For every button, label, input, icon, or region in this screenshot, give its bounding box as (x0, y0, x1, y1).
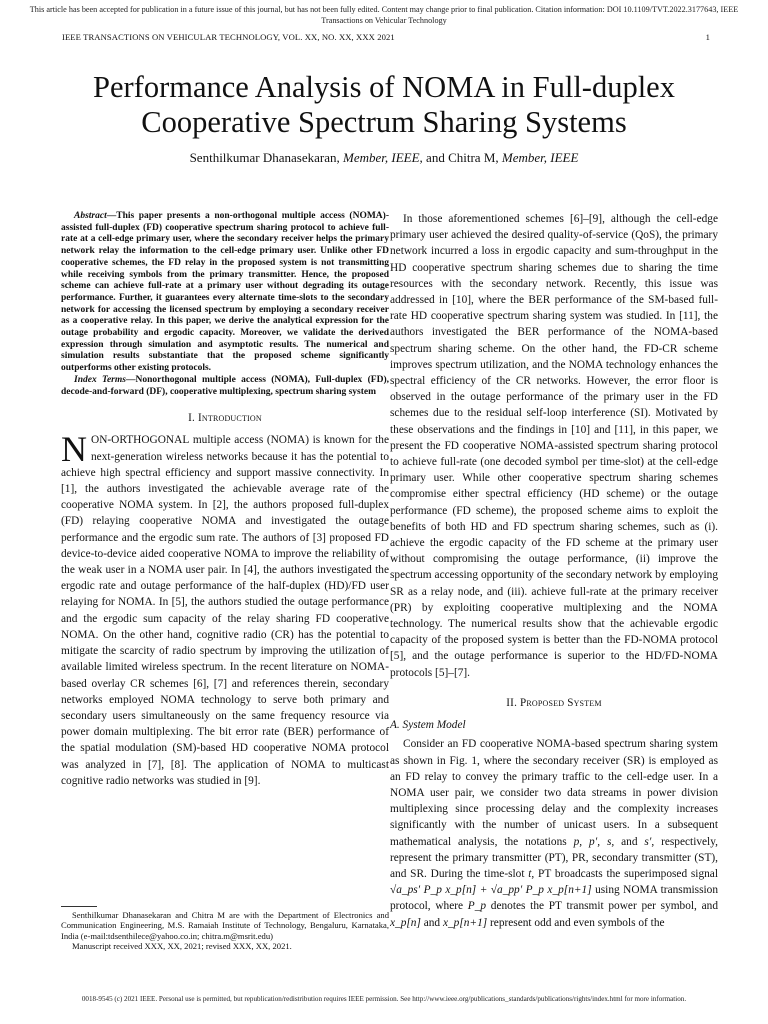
notation-xp-n1: x_p[n+1] (442, 916, 488, 929)
index-terms-label: Index Terms (74, 374, 126, 385)
intro-lead-word: ON-ORTHOGONAL (91, 434, 190, 447)
notation-xp-n: x_p[n] (390, 916, 421, 929)
system-model-text-e: , respectively, represent the primary transmitter (PT), PR, secondary transmitter (ST), and SR. During the time-slot (390, 835, 718, 880)
section-heading-introduction: I. Introduction (188, 412, 262, 425)
notation-t: t (528, 867, 532, 880)
author-1: Senthilkumar Dhanasekaran, (189, 150, 340, 165)
system-model-text-g: , PT broadcasts the superimposed signal (531, 867, 718, 880)
abstract-label: Abstract (74, 211, 107, 221)
system-model-text-a: Consider an FD cooperative NOMA-based spectrum sharing system as shown in Fig. 1, where the secondary receiver (SR) is employed as an FD relay to convey the primary traffic to the cell-edge user. In a NOMA user pair, we consider two data streams in power division multiplexing since processing delay and the complexity increases significantly with the number of unicast users. In a subsequent mathematical analysis, the notations (390, 738, 718, 848)
paper-title: Performance Analysis of NOMA in Full-duplex Cooperative Spectrum Sharing Systems (93, 70, 675, 139)
footnote-rule (61, 906, 97, 907)
section-heading-proposed-system: II. Proposed System (506, 696, 602, 709)
footnotes (61, 910, 389, 951)
system-model-paragraph (390, 736, 718, 930)
running-header (62, 32, 710, 42)
system-model-text-i: using NOMA transmission protocol, where (390, 884, 718, 913)
drop-cap: N (61, 429, 87, 470)
index-terms-text: —Nonorthogonal multiple access (NOMA), Full-duplex (FD), decode-and-forward (DF), cooperative multiplexing, spectrum sharing system (61, 374, 389, 397)
affiliation-footnote: Senthilkumar Dhanasekaran and Chitra M are with the Department of Electronics and Communication Engineering, M.S. Ramaiah Institute of Technology, Bengaluru, Karnataka, India (e-mail:tdsenthilece@yahoo.co.in; chitra.m@msrit.edu) (61, 910, 389, 941)
intro-paragraph-1-text: multiple access (NOMA) is known for the next-generation wireless networks because it has the potential to achieve high spectral efficiency and support massive connectivity. In [1], the authors investigated the achievable average rate of the cooperative NOMA system. In [2], the authors proposed full-duplex (FD) relaying cooperative NOMA and investigated the outage performance and the ergodic sum rate. The authors of [3] proposed FD device-to-device aided cooperative NOMA to improve the reliability of the weak user in a NOMA user pair. In [4], the authors investigated the ergodic rate and outage performance of the half-duplex (HD)/FD user relaying for NOMA. In [5], the authors studied the outage performance and the ergodic sum capacity of the relay sharing FD cooperative NOMA. On the other hand, cognitive radio (CR) has the potential to mitigate the scarcity of radio spectrum by improving the utilization of available limited wireless spectrum. In the recent literature on NOMA-based overlay CR schemes [6], [7] and references therein, secondary networks employed NOMA technology to serve both primary and secondary users simultaneously on the same frequency resource via power domain multiplexing. The bit error rate (BER) performance of the spatial modulation (SM)-based HD cooperative NOMA protocol was analyzed in [7], [8]. The application of NOMA to multicast cognitive radio networks was studied in [9]. (61, 434, 389, 787)
system-model-text-o: represent odd and even symbols of the (487, 916, 665, 929)
author-1-membership: Member, IEEE, (343, 150, 423, 165)
system-model-text-m: and (420, 916, 443, 929)
manuscript-received: Manuscript received XXX, XX, 2021; revised XXX, XX, 2021. (72, 940, 292, 951)
journal-header: IEEE TRANSACTIONS ON VEHICULAR TECHNOLOGY, VOL. XX, NO. XX, XXX 2021 (62, 32, 395, 42)
index-terms (61, 375, 389, 398)
notation-pp: P_p (467, 900, 487, 913)
system-model-text-c: and (614, 835, 645, 848)
author-2-membership: Member, IEEE (501, 150, 579, 165)
notation-p-s: p, p′, s, (573, 835, 615, 848)
left-column (61, 211, 389, 789)
system-model-text-k: denotes the PT transmit power per symbol, and (486, 900, 718, 913)
abstract (61, 211, 389, 375)
publication-notice: This article has been accepted for publication in a future issue of this journal, but has not been fully edited. Content may change prior to final publication. Citation information: DOI 10.1109/TVT.2022.3177643, IEEE Transactions on Vehicular Technology (29, 5, 739, 25)
superimposed-signal-expression: √a_ps′ P_p x_p[n] + √a_pp′ P_p x_p[n+1] (390, 884, 592, 897)
intro-paragraph-2: In those aforementioned schemes [6]–[9], although the cell-edge primary user achieved the desired quality-of-service (QoS), the primary network incurred a loss in ergodic capacity and sum-throughput in the HD cooperative spectrum sharing schemes due to sharing the time resources with the secondary network. Recently, this issue was addressed in [10], where the BER performance of the SM-based full-rate HD cooperative spectrum sharing system was studied. In [11], the authors investigated the BER performance of the NOMA-based spectrum sharing scheme. On the other hand, the FD-CR scheme improves spectrum utilization, and the NOMA technology enhances the spectral efficiency of the CR networks. However, the error floor is observed in the outage performance of the primary user in the FD schemes due to the residual self-loop interference (SI). Motivated by these observations and the findings in [10] and [11], in this paper, we present the FD cooperative NOMA-assisted spectrum sharing protocol to achieve full-rate (one decoded symbol per time-slot) at the cell-edge primary user. While other cooperative spectrum sharing schemes compromise either spectral efficiency (HD scheme) or the outage performance (FD scheme), the proposed scheme aims to exploit the benefits of both HD and FD spectrum sharing schemes, such as (i). achieve the ergodic capacity of the FD scheme at the primary user without compromising the outage performance, (ii) improve the spectrum accessing opportunity of the secondary network by employing SR as a relay node, and (iii). achieve full-rate at the primary receiver (PR) by exploiting cooperative multiplexing and the NOMA technology. The numerical results show that the achievable ergodic capacity of the proposed system is better than the FD-NOMA protocol [5], and the outage performance is superior to the HD/FD-NOMA protocols [5]–[7]. (390, 213, 718, 679)
notation-s-prime: s′ (644, 835, 652, 848)
author-2: Chitra M, (448, 150, 499, 165)
author-conjunction: and (426, 150, 445, 165)
author-line (40, 150, 728, 166)
copyright-footer: 0018-9545 (c) 2021 IEEE. Personal use is permitted, but republication/redistribution requires IEEE permission. See http://www.ieee.org/publications_standards/publications/rights/index.html for more information. (81, 995, 687, 1003)
intro-paragraph-1 (61, 429, 389, 788)
page-number: 1 (705, 32, 710, 42)
subsection-heading-system-model: A. System Model (390, 719, 466, 732)
abstract-text: —This paper presents a non-orthogonal multiple access (NOMA)-assisted full-duplex (FD) cooperative spectrum sharing protocol to achieve full-rate at a cell-edge primary user, where the secondary receiver helps the primary network relay the information to the cell-edge primary user. Unlike other FD cooperative schemes, the FD relay in the proposed system is not transmitting while receiving symbols from the primary transmitter. Hence, the proposed scheme can achieve full-rate at a primary user without degrading its outage performance. Further, it guarantees every alternate time-slots to the secondary network for accessing the licensed spectrum by employing a secondary receiver as a cooperative relay. In this paper, we derive the analytical expression for the outage probability and ergodic capacity. Moreover, we validate the derived expression through simulation and asymptotic results. The numerical and simulation results substantiate that the proposed scheme significantly outperforms other existing protocols. (61, 211, 389, 374)
right-column (390, 211, 718, 931)
